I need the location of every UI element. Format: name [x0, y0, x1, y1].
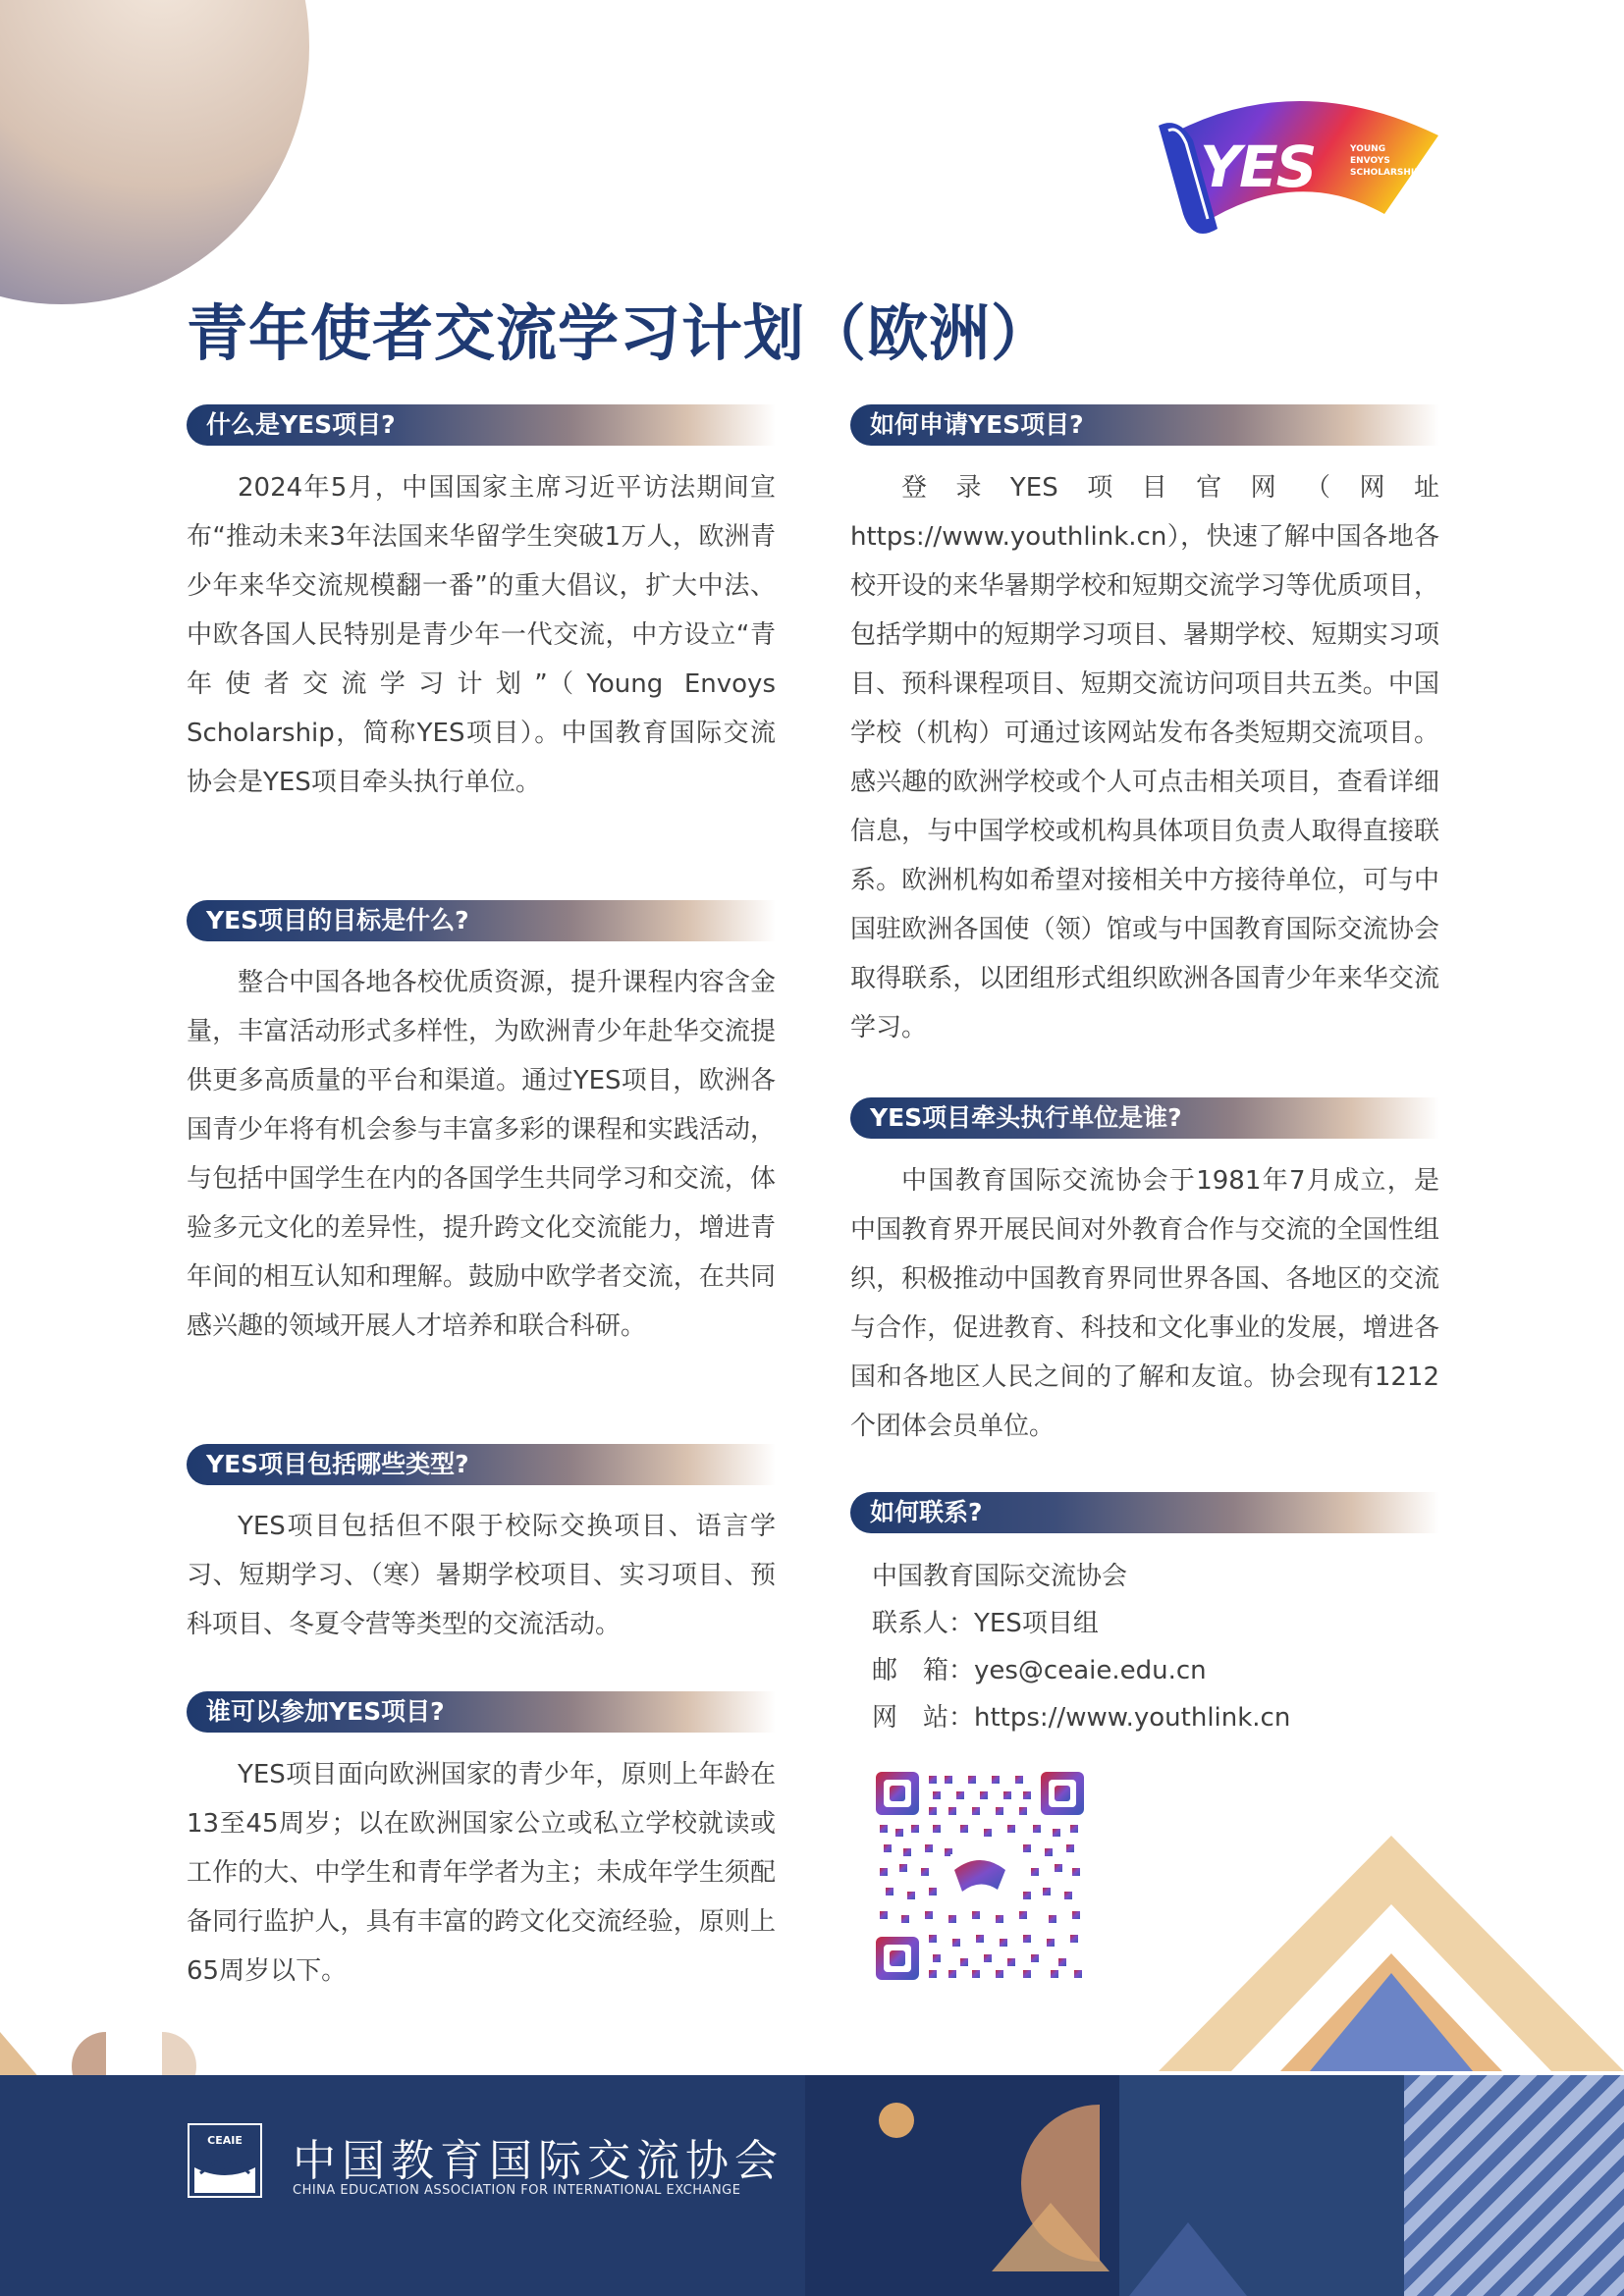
section-title: 谁可以参加YES项目? [206, 1697, 445, 1726]
section-header-types [187, 1444, 776, 1485]
logo-yes-text: YES [1200, 133, 1316, 200]
section-header-goals [187, 900, 776, 941]
section-text-goals: 整合中国各地各校优质资源，提升课程内容含金量，丰富活动形式多样性，为欧洲青少年赴华交流提供更多高质量的平台和渠道。通过YES项目，欧洲各国青少年将有机会参与丰富多彩的课程和实践活动，与包括中国学生在内的各国学生共同学习和交流，体验多元文化的差异性，提升跨文化交流能力，增进青年间的相互认知和理解。鼓励中欧学者交流，在共同感兴趣的领域开展人才培养和联合科研。 [187, 968, 776, 1341]
section-title: YES项目牵头执行单位是谁? [870, 1103, 1182, 1132]
section-text-types: YES项目包括但不限于校际交换项目、语言学习、短期学习、（寒）暑期学校项目、实习项目、预科项目、冬夏令营等类型的交流活动。 [187, 1512, 776, 1639]
section-header-how-to-apply [850, 404, 1439, 446]
footer-geometric-shapes [992, 2075, 1267, 2296]
footer-org-name-cn: 中国教育国际交流协会 [293, 2136, 784, 2186]
contact-person: 联系人：YES项目组 [872, 1609, 1099, 1638]
footer-stripes [1404, 2075, 1624, 2296]
logo-sub-line: SCHOLARSHIP [1350, 168, 1421, 178]
qr-code[interactable] [876, 1772, 1084, 1980]
decorative-circle [0, 0, 309, 304]
contact-org: 中国教育国际交流协会 [872, 1562, 1128, 1591]
section-title: 如何申请YES项目? [870, 410, 1084, 439]
section-header-what-is-yes [187, 404, 776, 446]
section-header-lead-agency [850, 1097, 1439, 1139]
section-title: 如何联系? [870, 1498, 983, 1526]
ceaie-logo-text: CEAIE [207, 2134, 243, 2147]
yes-logo [1149, 96, 1443, 248]
section-title: 什么是YES项目? [206, 410, 396, 439]
ceaie-logo [187, 2122, 263, 2199]
footer-org-name-en: CHINA EDUCATION ASSOCIATION FOR INTERNATIONAL EXCHANGE [293, 2183, 741, 2198]
contact-email[interactable]: 邮 箱：yes@ceaie.edu.cn [872, 1656, 1207, 1685]
section-text-lead-agency: 中国教育国际交流协会于1981年7月成立，是中国教育界开展民间对外教育合作与交流的全国性组织，积极推动中国教育界同世界各国、各地区的交流与合作，促进教育、科技和文化事业的发展，增进各国和各地区人民之间的了解和友谊。协会现有1212个团体会员单位。 [850, 1166, 1439, 1441]
logo-subtitle [1350, 143, 1429, 179]
section-header-contact [850, 1492, 1439, 1533]
logo-sub-line: ENVOYS [1350, 156, 1390, 166]
decorative-triangles [1159, 1826, 1624, 2081]
section-title: YES项目的目标是什么? [206, 906, 469, 934]
section-title: YES项目包括哪些类型? [206, 1450, 469, 1478]
section-header-eligibility [187, 1691, 776, 1733]
section-text-what-is-yes: 2024年5月，中国国家主席习近平访法期间宣布“推动未来3年法国来华留学生突破1万人，欧洲青少年来华交流规模翻一番”的重大倡议，扩大中法、中欧各国人民特别是青少年一代交流，中方设立“青年使者交流学习计划”（Young Envoys Scholarship，简称YES项目）。中国教育国际交流协会是YES项目牵头执行单位。 [187, 473, 776, 797]
contact-website[interactable]: 网 站：https://www.youthlink.cn [872, 1703, 1291, 1733]
footer-dot [879, 2103, 914, 2138]
page-title: 青年使者交流学习计划（欧洲） [187, 297, 1054, 369]
section-text-eligibility: YES项目面向欧洲国家的青少年，原则上年龄在13至45周岁；以在欧洲国家公立或私立学校就读或工作的大、中学生和青年学者为主；未成年学生须配备同行监护人，具有丰富的跨文化交流经验，原则上65周岁以下。 [187, 1760, 776, 1986]
logo-sub-line: YOUNG [1350, 144, 1386, 154]
section-text-how-to-apply: 登录YES项目官网（网址https://www.youthlink.cn），快速了解中国各地各校开设的来华暑期学校和短期交流学习等优质项目，包括学期中的短期学习项目、暑期学校、短期实习项目、预科课程项目、短期交流访问项目共五类。中国学校（机构）可通过该网站发布各类短期交流项目。感兴趣的欧洲学校或个人可点击相关项目，查看详细信息，与中国学校或机构具体项目负责人取得直接联系。欧洲机构如希望对接相关中方接待单位，可与中国驻欧洲各国使（领）馆或与中国教育国际交流协会取得联系，以团组形式组织欧洲各国青少年来华交流学习。 [850, 473, 1439, 1042]
